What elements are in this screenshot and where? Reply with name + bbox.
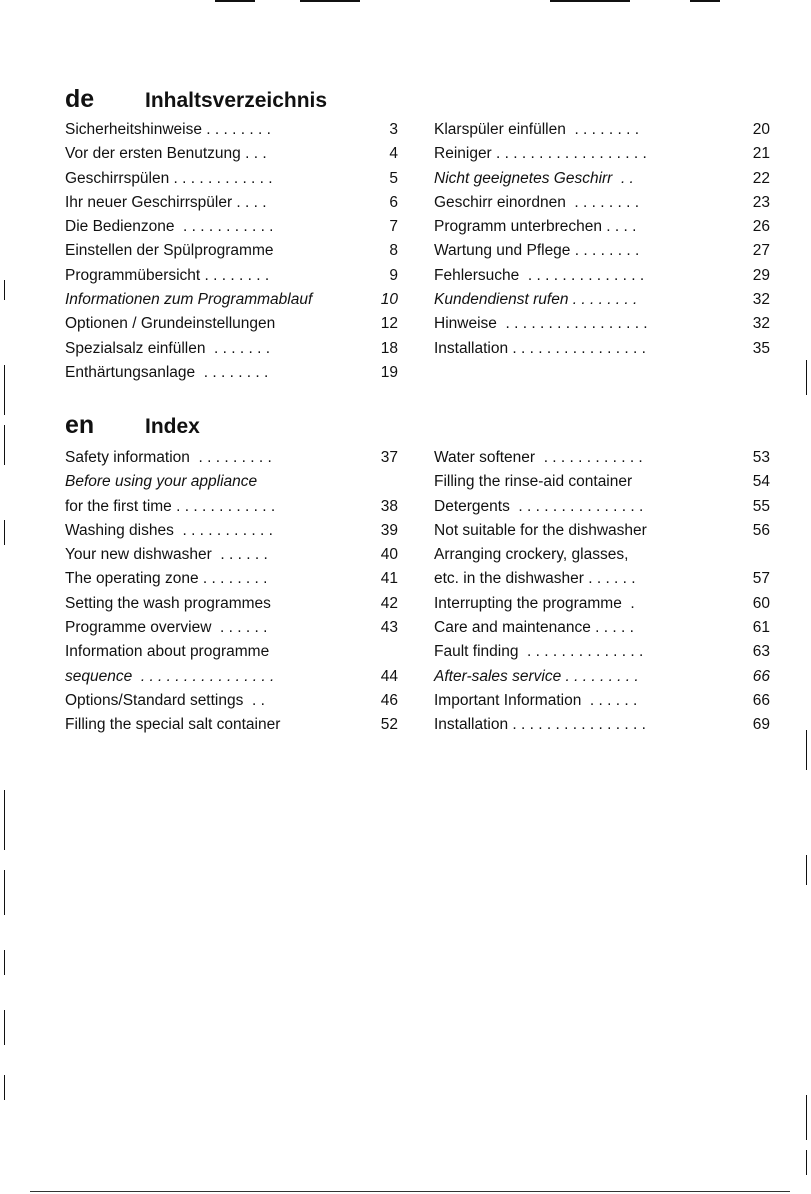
toc-column-de-left <box>65 118 410 385</box>
toc-entry: Filling the rinse-aid container 54 <box>434 473 770 491</box>
toc-entry: Setting the wash programmes 42 <box>65 594 398 612</box>
language-code: en <box>65 411 95 439</box>
toc-entry: Safety information . . . . . . . . . 37 <box>65 449 398 466</box>
toc-entry: Installation . . . . . . . . . . . . . . . . 35 <box>434 339 770 357</box>
top-edge-mark <box>300 0 360 2</box>
toc-entry: Sicherheitshinweise . . . . . . . . 3 <box>65 121 398 138</box>
toc-entry: The operating zone . . . . . . . . 41 <box>65 570 398 588</box>
toc-column-en-left <box>65 446 410 738</box>
toc-entry: Reiniger . . . . . . . . . . . . . . . . . . 21 <box>434 145 770 163</box>
right-edge-mark <box>806 855 807 885</box>
toc-entry: Before using your appliance for the first time . . . . . . . . . . . . 38 <box>65 473 398 515</box>
toc-entry: Washing dishes . . . . . . . . . . . 39 <box>65 521 398 539</box>
toc-entry: Klarspüler einfüllen . . . . . . . . 20 <box>434 121 770 138</box>
language-code: de <box>65 85 95 113</box>
top-edge-mark <box>215 0 255 2</box>
toc-entry: Geschirrspülen . . . . . . . . . . . . 5 <box>65 169 398 187</box>
toc-entry: Wartung und Pflege . . . . . . . . 27 <box>434 242 770 260</box>
toc-entry: Spezialsalz einfüllen . . . . . . . 18 <box>65 339 398 357</box>
section-title: Index <box>145 415 200 438</box>
left-edge-mark <box>4 365 5 415</box>
left-edge-mark <box>4 870 5 915</box>
right-edge-mark <box>806 730 807 770</box>
left-edge-mark <box>4 425 5 465</box>
toc-entry: Informationen zum Programmablauf 10 <box>65 291 398 309</box>
toc-entry: Fault finding . . . . . . . . . . . . . . 63 <box>434 643 770 661</box>
toc-entry: Programm unterbrechen . . . . 26 <box>434 218 770 236</box>
toc-entry: Options/Standard settings . . 46 <box>65 691 398 709</box>
toc-entry: Kundendienst rufen . . . . . . . . 32 <box>434 291 770 309</box>
toc-column-en-right <box>434 446 774 738</box>
toc-entry: Care and maintenance . . . . . 61 <box>434 619 770 637</box>
toc-entry: Your new dishwasher . . . . . . 40 <box>65 546 398 564</box>
toc-entry: Programmübersicht . . . . . . . . 9 <box>65 266 398 284</box>
toc-entry: Optionen / Grundeinstellungen 12 <box>65 315 398 333</box>
left-edge-mark <box>4 1075 5 1100</box>
toc-entry: Not suitable for the dishwasher 56 <box>434 521 770 539</box>
left-edge-mark <box>4 280 5 300</box>
toc-entry: After-sales service . . . . . . . . . 66 <box>434 667 770 685</box>
left-edge-mark <box>4 790 5 850</box>
toc-entry: Water softener . . . . . . . . . . . . 53 <box>434 449 770 466</box>
left-edge-mark <box>4 950 5 975</box>
toc-entry: Important Information . . . . . . 66 <box>434 691 770 709</box>
toc-entry: Nicht geeignetes Geschirr . . 22 <box>434 169 770 187</box>
right-edge-mark <box>806 1095 807 1140</box>
toc-entry: Fehlersuche . . . . . . . . . . . . . . 29 <box>434 266 770 284</box>
toc-entry: Geschirr einordnen . . . . . . . . 23 <box>434 193 770 211</box>
toc-entry: Ihr neuer Geschirrspüler . . . . 6 <box>65 193 398 211</box>
bottom-edge-mark <box>30 1191 790 1192</box>
left-edge-mark <box>4 520 5 545</box>
toc-entry: Hinweise . . . . . . . . . . . . . . . . . 32 <box>434 315 770 333</box>
toc-column-de-right <box>434 118 774 361</box>
toc-entry: Interrupting the programme . 60 <box>434 594 770 612</box>
toc-entry: Filling the special salt container 52 <box>65 716 398 734</box>
toc-entry: Information about programme sequence . . . . . . . . . . . . . . . . 44 <box>65 643 398 685</box>
toc-entry: Programme overview . . . . . . 43 <box>65 619 398 637</box>
left-edge-mark <box>4 1010 5 1045</box>
top-edge-mark <box>690 0 720 2</box>
top-edge-mark <box>550 0 630 2</box>
right-edge-mark <box>806 1150 807 1175</box>
toc-entry: Enthärtungsanlage . . . . . . . . 19 <box>65 363 398 381</box>
section-title: Inhaltsverzeichnis <box>145 89 328 112</box>
toc-entry: Detergents . . . . . . . . . . . . . . . 55 <box>434 497 770 515</box>
toc-entry: Installation . . . . . . . . . . . . . . . . 69 <box>434 716 770 734</box>
toc-entry: Vor der ersten Benutzung . . . 4 <box>65 145 398 163</box>
right-edge-mark <box>806 360 807 395</box>
toc-entry: Die Bedienzone . . . . . . . . . . . 7 <box>65 218 398 236</box>
toc-entry: Arranging crockery, glasses, etc. in the dishwasher . . . . . . 57 <box>434 546 770 588</box>
toc-entry: Einstellen der Spülprogramme 8 <box>65 242 398 260</box>
